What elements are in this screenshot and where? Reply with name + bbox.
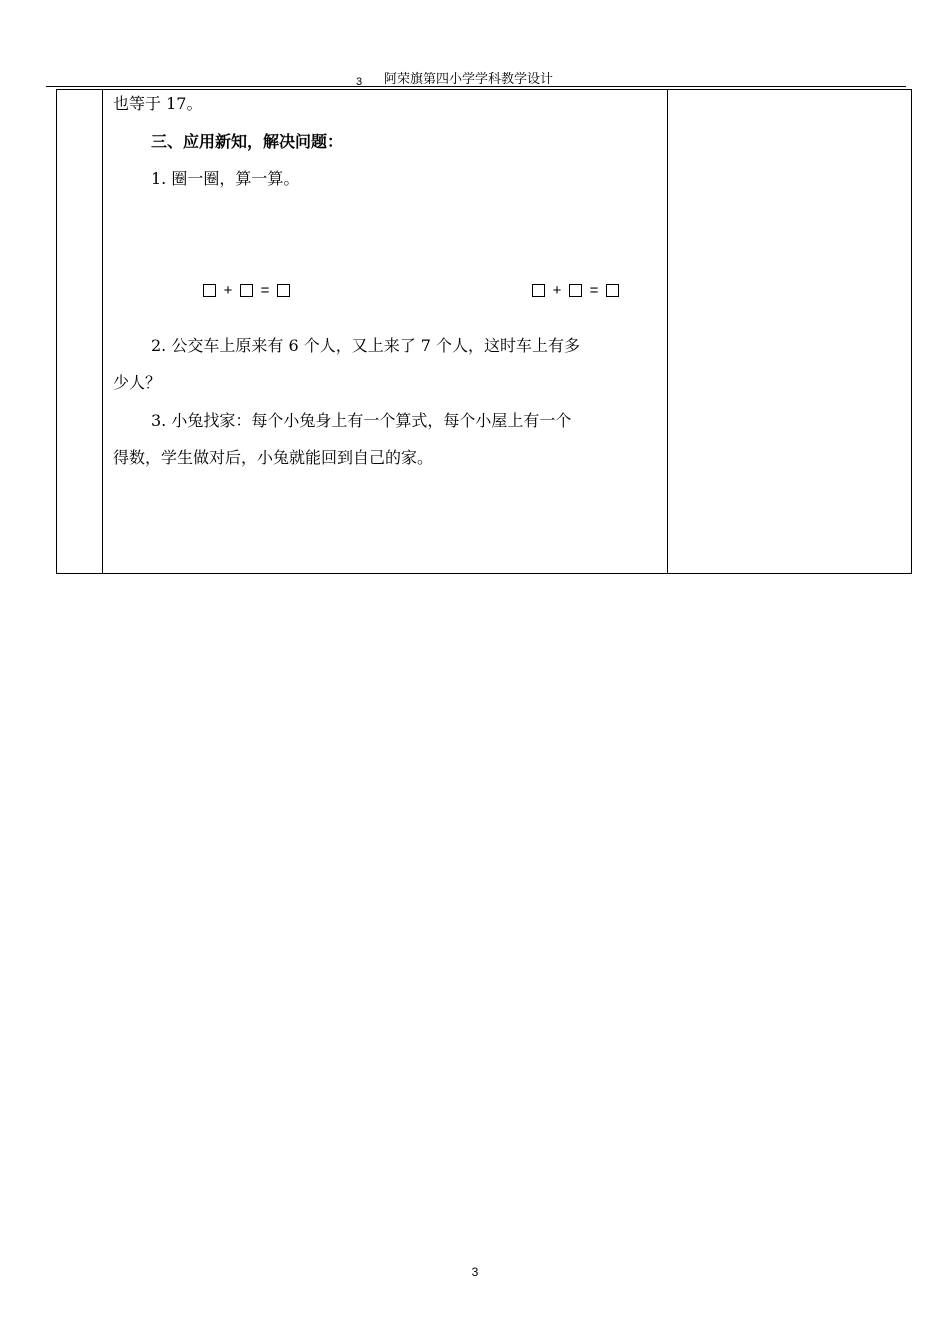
answer-box <box>240 284 253 297</box>
footer-page-number: 3 <box>471 1265 479 1279</box>
answer-box <box>532 284 545 297</box>
plus-sign: + <box>552 281 562 299</box>
lesson-table <box>56 89 912 574</box>
plus-sign: + <box>223 281 233 299</box>
answer-box <box>569 284 582 297</box>
task-3-line-2: 得数，学生做对后，小兔就能回到自己的家。 <box>113 448 434 467</box>
page-header <box>46 66 906 86</box>
answer-box <box>277 284 290 297</box>
section-heading: 三、应用新知，解决问题： <box>151 132 344 151</box>
answer-box <box>203 284 216 297</box>
task-2-line-2: 少人？ <box>113 373 162 392</box>
answer-box <box>606 284 619 297</box>
table-content-column <box>103 90 668 573</box>
header-title: 阿荣旗第四小学学科教学设计 <box>384 72 554 87</box>
equals-sign: = <box>589 281 599 299</box>
header-page-marker: 3 <box>356 76 363 88</box>
table-notes-column <box>668 90 911 573</box>
header-rule <box>46 86 906 87</box>
equals-sign: = <box>260 281 270 299</box>
task-2-line-1: 2. 公交车上原来有 6 个人，又上来了 7 个人，这时车上有多 <box>151 336 581 355</box>
equation-left <box>203 280 290 300</box>
task-1-text: 1. 圈一圈，算一算。 <box>151 169 300 188</box>
task-3-line-1: 3. 小兔找家：每个小兔身上有一个算式，每个小屋上有一个 <box>151 411 572 430</box>
equation-right <box>532 280 619 300</box>
text-line-continuation: 也等于 17。 <box>113 94 203 113</box>
table-left-column <box>57 90 103 573</box>
